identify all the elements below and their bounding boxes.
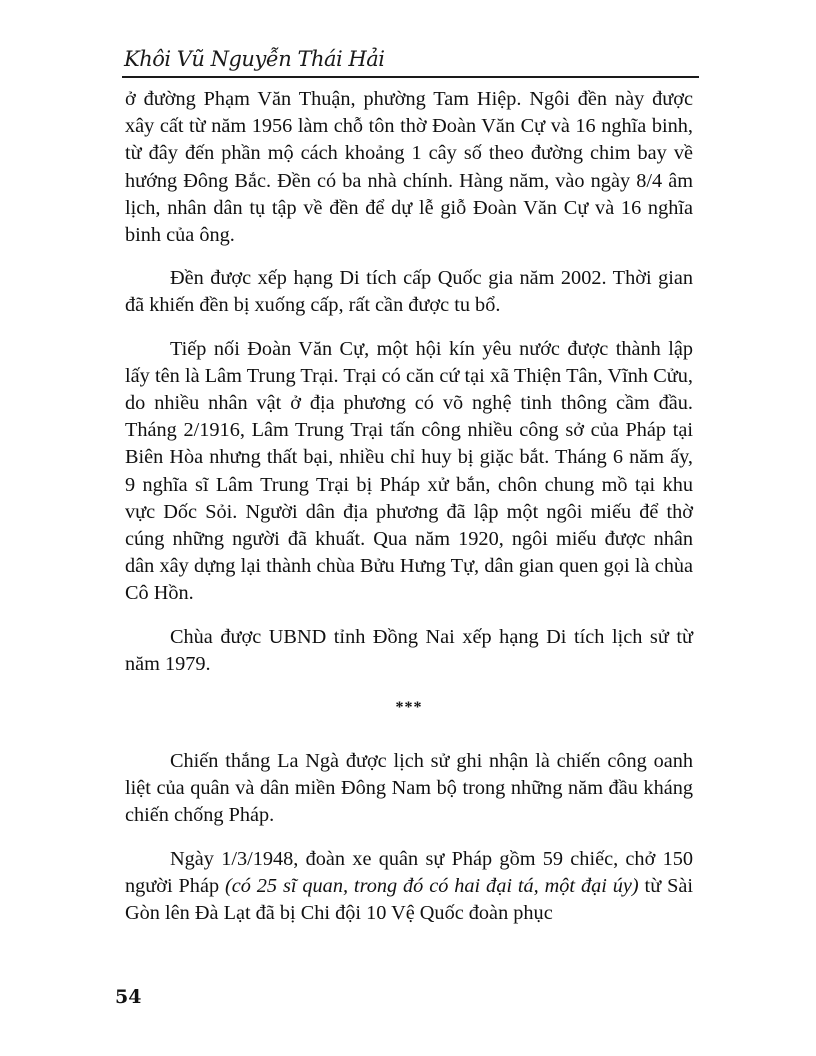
paragraph-temple-description: ở đường Phạm Văn Thuận, phường Tam Hiệp. Ngôi đền này được xây cất từ năm 1956 làm chỗ tôn thờ Đoàn Văn Cự và 16 nghĩa binh, từ đây đến phần mộ cách khoảng 1 cây số theo đường chim bay về hướng Đông Bắc. Đền có ba nhà chính. Hàng năm, vào ngày 8/4 âm lịch, nhân dân tụ tập về đền để dự lễ giỗ Đoàn Văn Cự và 16 nghĩa binh của ông. [125, 88, 693, 247]
section-separator: *** [395, 699, 423, 717]
convoy-text-start: Ngày 1/3/1948, đoàn xe quân sự Pháp gồm 59 chiếc, chở 150 người Pháp [125, 847, 693, 897]
body-text [125, 86, 693, 927]
convoy-text-italic: (có 25 sĩ quan, trong đó có hai đại tá, một đại úy) [225, 874, 639, 897]
paragraph-national-relic: Đền được xếp hạng Di tích cấp Quốc gia năm 2002. Thời gian đã khiến đền bị xuống cấp, rất cần được tu bổ. [125, 267, 693, 317]
paragraph-convoy [125, 846, 693, 928]
paragraph-lam-trung-trai: Tiếp nối Đoàn Văn Cự, một hội kín yêu nước được thành lập lấy tên là Lâm Trung Trại. Trại có căn cứ tại xã Thiện Tân, Vĩnh Cửu, do nhiều nhân vật ở địa phương có võ nghệ tinh thông cầm đầu. Tháng 2/1916, Lâm Trung Trại tấn công nhiều công sở của Pháp tại Biên Hòa nhưng thất bại, nhiều chỉ huy bị giặc bắt. Tháng 6 năm ấy, 9 nghĩa sĩ Lâm Trung Trại bị Pháp xử bắn, chôn chung mồ tại khu vực Dốc Sỏi. Người dân địa phương đã lập một ngôi miếu để thờ cúng những người đã khuất. Qua năm 1920, ngôi miếu được nhân dân xây dựng lại thành chùa Bửu Hưng Tự, dân gian quen gọi là chùa Cô Hồn. [125, 337, 693, 605]
header-rule [122, 76, 699, 78]
page-number: 54 [115, 986, 142, 1008]
convoy-text-end: từ Sài Gòn lên Đà Lạt đã bị Chi đội 10 Vệ Quốc đoàn phục [125, 874, 693, 925]
paragraph-la-nga-victory: Chiến thắng La Ngà được lịch sử ghi nhận là chiến công oanh liệt của quân và dân miền Đông Nam bộ trong những năm đầu kháng chiến chống Pháp. [125, 750, 693, 827]
running-head-title: Khôi Vũ Nguyễn Thái Hải [124, 47, 385, 71]
paragraph-pagoda-ranking: Chùa được UBND tỉnh Đồng Nai xếp hạng Di tích lịch sử từ năm 1979. [125, 625, 693, 675]
